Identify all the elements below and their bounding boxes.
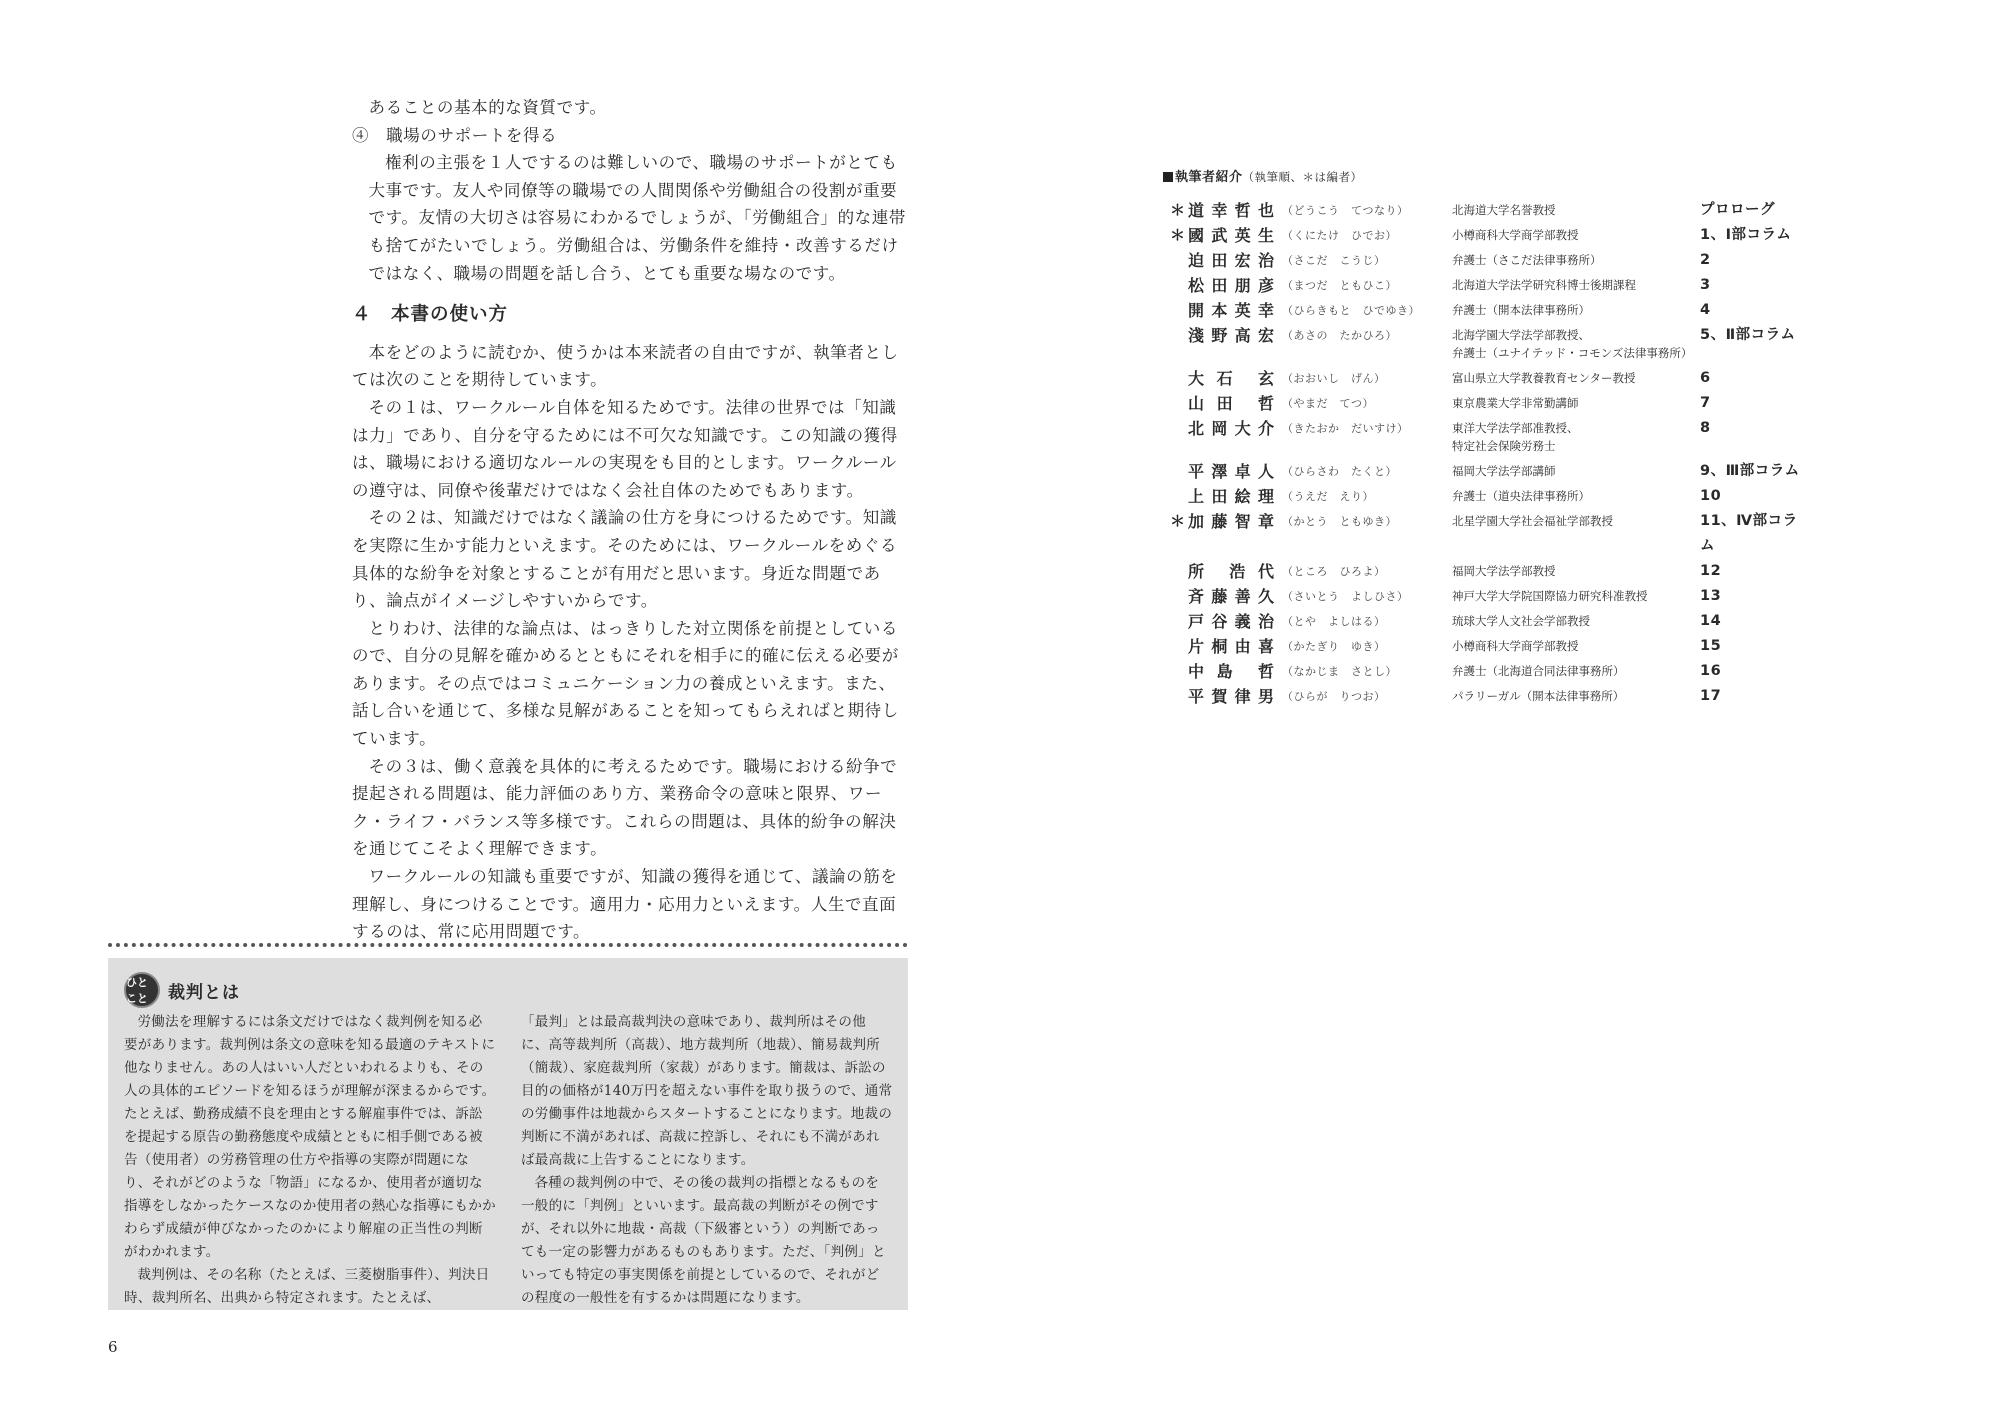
- right-page: [1000, 0, 2000, 1413]
- author-name: 平 賀 律 男: [1188, 687, 1274, 706]
- author-reading: （あさの たかひろ）: [1282, 329, 1397, 342]
- author-affiliation: 福岡大学法学部講師: [1452, 464, 1556, 478]
- author-affiliation: 弁護士（さこだ法律事務所）: [1452, 253, 1602, 267]
- author-name: 片 桐 由 喜: [1188, 637, 1274, 656]
- author-row: [1170, 366, 1810, 391]
- author-chapter: 12: [1700, 563, 1722, 579]
- body-paragraph: とりわけ、法律的な論点は、はっきりした対立関係を前提としているので、自分の見解を確かめるとともにそれを相手に的確に伝える必要があります。その点ではコミュニケーション力の養成といえます。また、話し合いを通じて、多様な見解があることを知ってもらえればと期待しています。: [352, 618, 899, 749]
- author-name: 山 田 哲: [1188, 394, 1274, 413]
- body-paragraph: その３は、働く意義を具体的に考えるためです。職場における紛争で提起される問題は、能力評価のあり方、業務命令の意味と限界、ワーク・ライフ・バランス等多様です。これらの問題は、具体的紛争の解決を通じてこそよく理解できます。: [352, 756, 898, 859]
- author-reading: （どうこう てつなり）: [1282, 204, 1409, 217]
- author-name: 迫 田 宏 治: [1188, 251, 1274, 270]
- column-right-text: [521, 1011, 893, 1310]
- authors-list: [1170, 198, 1810, 709]
- author-row: [1170, 248, 1810, 273]
- author-name: 大 石 玄: [1188, 369, 1274, 388]
- author-affiliation: 弁護士（道央法律事務所）: [1452, 489, 1590, 503]
- author-row: [1170, 584, 1810, 609]
- author-name: 松 田 朋 彦: [1188, 276, 1274, 295]
- author-name: 國 武 英 生: [1188, 226, 1274, 245]
- author-chapter: 14: [1700, 613, 1722, 629]
- author-row: [1170, 634, 1810, 659]
- author-affiliation: 北海道大学法学研究科博士後期課程: [1452, 278, 1636, 292]
- author-affiliation: パラリーガル（開本法律事務所）: [1452, 689, 1625, 703]
- dotted-divider: [108, 943, 908, 947]
- author-affiliation: 小樽商科大学商学部教授: [1452, 639, 1579, 653]
- author-chapter: 4: [1700, 302, 1711, 318]
- author-chapter: 1、Ⅰ部コラム: [1700, 227, 1792, 243]
- hitokoto-icon: ひとこと: [124, 972, 160, 1008]
- author-chapter: 3: [1700, 277, 1711, 293]
- author-affiliation: 東洋大学法学部准教授、 特定社会保険労務士: [1452, 421, 1579, 453]
- author-affiliation: 琉球大学人文社会学部教授: [1452, 614, 1590, 628]
- column-title: 裁判とは: [168, 982, 240, 1003]
- author-row: [1170, 684, 1810, 709]
- author-name: 上 田 絵 理: [1188, 487, 1274, 506]
- author-name: 中 島 哲: [1188, 662, 1274, 681]
- author-reading: （ひらが りつお）: [1282, 690, 1386, 703]
- author-affiliation: 富山県立大学教養教育センター教授: [1452, 371, 1636, 385]
- column-left-text: [124, 1011, 496, 1310]
- editor-mark: ＊: [1170, 226, 1186, 244]
- author-affiliation: 北星学園大学社会福祉学部教授: [1452, 514, 1613, 528]
- authors-heading-note: （執筆順、＊は編者）: [1242, 170, 1363, 184]
- author-chapter: 16: [1700, 663, 1722, 679]
- column-header: [124, 972, 240, 1008]
- body-paragraph: 本をどのように読むか、使うかは本来読者の自由ですが、執筆者としては次のことを期待しています。: [352, 342, 899, 390]
- page-number: 6: [108, 1338, 118, 1356]
- author-chapter: 15: [1700, 638, 1722, 654]
- author-reading: （さこだ こうじ）: [1282, 254, 1386, 267]
- section-heading: ４ 本書の使い方: [352, 304, 509, 326]
- editor-mark: ＊: [1170, 512, 1186, 530]
- author-name: 所 浩 代: [1188, 562, 1274, 581]
- author-name: 道 幸 哲 也: [1188, 201, 1274, 220]
- body-paragraph: ④ 職場のサポートを得る: [352, 125, 558, 145]
- author-name: 開 本 英 幸: [1188, 301, 1274, 320]
- author-row: [1170, 198, 1810, 223]
- author-affiliation: 神戸大学大学院国際協力研究科准教授: [1452, 589, 1648, 603]
- author-reading: （とや よしはる）: [1282, 615, 1386, 628]
- author-row: [1170, 391, 1810, 416]
- body-paragraph: その２は、知識だけではなく議論の仕方を身につけるためです。知識を実際に生かす能力といえます。そのためには、ワークルールをめぐる具体的な紛争を対象とすることが有用だと思います。身近な問題であり、論点がイメージしやすいからです。: [352, 508, 898, 611]
- column-paragraph: 各種の裁判例の中で、その後の裁判の指標となるものを一般的に「判例」といいます。最高裁の判断がその例ですが、それ以外に地裁・高裁（下級審という）の判断であっても一定の影響力があるものもあります。ただ、「判例」といっても特定の事実関係を前提としているので、それがどの程度の一般性を有するかは問題になります。: [521, 1175, 886, 1306]
- author-reading: （かたぎり ゆき）: [1282, 640, 1386, 653]
- author-reading: （さいとう よしひさ）: [1282, 590, 1409, 603]
- authors-heading-text: 執筆者紹介: [1175, 170, 1243, 185]
- author-reading: （くにたけ ひでお）: [1282, 229, 1397, 242]
- main-body-text: [352, 94, 910, 946]
- author-chapter: 8: [1700, 420, 1711, 436]
- author-row: [1170, 223, 1810, 248]
- author-name: 戸 谷 義 治: [1188, 612, 1274, 631]
- author-name: 斉 藤 善 久: [1188, 587, 1274, 606]
- author-affiliation: 福岡大学法学部教授: [1452, 564, 1556, 578]
- author-reading: （かとう ともゆき）: [1282, 515, 1397, 528]
- author-chapter: 2: [1700, 252, 1711, 268]
- column-paragraph: 裁判例は、その名称（たとえば、三菱樹脂事件）、判決日時、裁判所名、出典から特定されます。たとえば、: [124, 1267, 490, 1306]
- author-row: [1170, 323, 1810, 366]
- author-reading: （ところ ひろよ）: [1282, 565, 1386, 578]
- author-chapter: 5、Ⅱ部コラム: [1700, 327, 1796, 343]
- body-paragraph: その１は、ワークルール自体を知るためです。法律の世界では「知識は力」であり、自分を守るためには不可欠な知識です。この知識の獲得は、職場における適切なルールの実現をも目的とします。ワークルールの遵守は、同僚や後輩だけではなく会社自体のためでもあります。: [352, 397, 898, 500]
- author-name: 加 藤 智 章: [1188, 512, 1274, 531]
- author-chapter: 10: [1700, 488, 1722, 504]
- author-chapter: 6: [1700, 370, 1711, 386]
- author-affiliation: 東京農業大学非常勤講師: [1452, 396, 1579, 410]
- author-chapter: 7: [1700, 395, 1711, 411]
- author-row: [1170, 459, 1810, 484]
- author-chapter: プロローグ: [1700, 202, 1775, 218]
- square-bullet-icon: [1163, 172, 1173, 182]
- authors-heading: [1163, 166, 1363, 185]
- author-chapter: 13: [1700, 588, 1722, 604]
- author-reading: （おおいし げん）: [1282, 372, 1386, 385]
- author-reading: （ひらさわ たくと）: [1282, 465, 1397, 478]
- editor-mark: ＊: [1170, 201, 1186, 219]
- author-affiliation: 小樽商科大学商学部教授: [1452, 228, 1579, 242]
- body-paragraph: あることの基本的な資質です。: [368, 98, 607, 117]
- author-row: [1170, 484, 1810, 509]
- author-reading: （うえだ えり）: [1282, 490, 1374, 503]
- author-name: 平 澤 卓 人: [1188, 462, 1274, 481]
- author-row: [1170, 273, 1810, 298]
- author-row: [1170, 509, 1810, 559]
- author-affiliation: 北海学園大学法学部教授、 弁護士（ユナイテッド・コモンズ法律事務所）: [1452, 328, 1693, 360]
- author-reading: （まつだ ともひこ）: [1282, 279, 1397, 292]
- author-row: [1170, 298, 1810, 323]
- author-chapter: 11、Ⅳ部コラム: [1700, 513, 1798, 554]
- author-name: 北 岡 大 介: [1188, 419, 1274, 438]
- author-reading: （きたおか だいすけ）: [1282, 422, 1409, 435]
- author-row: [1170, 659, 1810, 684]
- author-chapter: 17: [1700, 688, 1722, 704]
- author-row: [1170, 416, 1810, 459]
- author-name: 淺 野 高 宏: [1188, 326, 1274, 345]
- author-affiliation: 北海道大学名誉教授: [1452, 203, 1556, 217]
- author-reading: （なかじま さとし）: [1282, 665, 1397, 678]
- author-row: [1170, 609, 1810, 634]
- body-paragraph: ワークルールの知識も重要ですが、知識の獲得を通じて、議論の筋を理解し、身につけることです。適用力・応用力といえます。人生で直面するのは、常に応用問題です。: [352, 867, 898, 942]
- author-reading: （やまだ てつ）: [1282, 397, 1374, 410]
- author-reading: （ひらきもと ひでゆき）: [1282, 304, 1420, 317]
- author-affiliation: 弁護士（北海道合同法律事務所）: [1452, 664, 1625, 678]
- author-affiliation: 弁護士（開本法律事務所）: [1452, 303, 1590, 317]
- author-chapter: 9、Ⅲ部コラム: [1700, 463, 1800, 479]
- body-paragraph: 権利の主張を１人でするのは難しいので、職場のサポートがとても大事です。友人や同僚等の職場での人間関係や労働組合の役割が重要です。友情の大切さは容易にわかるでしょうが、「労働組合」的な連帯も捨てがたいでしょう。労働組合は、労働条件を維持・改善するだけではなく、職場の問題を話し合う、とても重要な場なのです。: [368, 153, 906, 283]
- column-paragraph: 労働法を理解するには条文だけではなく裁判例を知る必要があります。裁判例は条文の意味を知る最適のテキストに他なりません。あの人はいい人だといわれるよりも、その人の具体的エピソードを知るほうが理解が深まるからです。たとえば、勤務成績不良を理由とする解雇事件では、訴訟を提起する原告の勤務態度や成績とともに相手側である被告（使用者）の労務管理の仕方や指導の実際が問題になり、それがどのような「物語」になるか、使用者が適切な指導をしなかったケースなのか使用者の熱心な指導にもかかわらず成績が伸びなかったのかにより解雇の正当性の判断がわかれます。: [124, 1014, 496, 1260]
- author-row: [1170, 559, 1810, 584]
- column-paragraph: 「最判」とは最高裁判決の意味であり、裁判所はその他に、高等裁判所（高裁）、地方裁判所（地裁）、簡易裁判所（簡裁）、家庭裁判所（家裁）があります。簡裁は、訴訟の目的の価格が140万円を超えない事件を取り扱うので、通常の労働事件は地裁からスタートすることになります。地裁の判断に不満があれば、高裁に控訴し、それにも不満があれば最高裁に上告することになります。: [521, 1014, 893, 1168]
- column-box: [108, 958, 908, 1310]
